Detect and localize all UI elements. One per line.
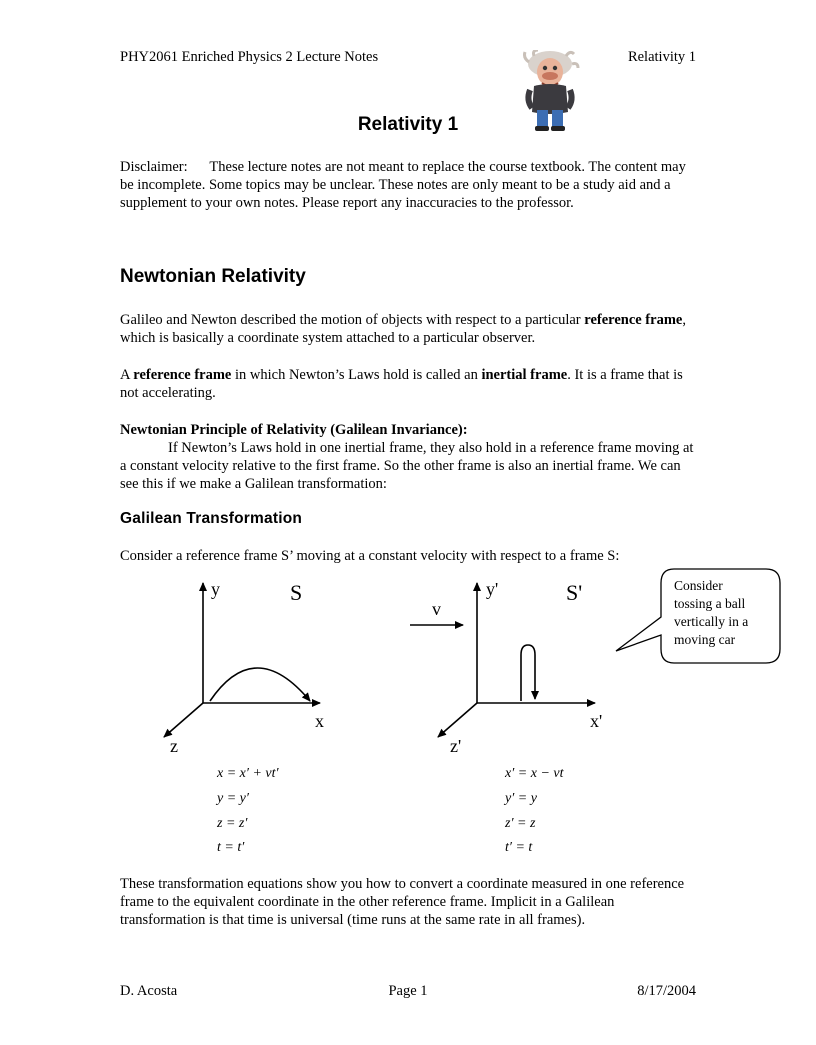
frame-s-z-label: z	[170, 736, 178, 756]
p2-text-c: . It is a frame that is not accelerating.	[120, 367, 683, 401]
callout-line-4: moving car	[674, 632, 736, 647]
p1-text-a: Galileo and Newton described the motion of objects with respect to a particular	[120, 312, 585, 328]
principle-text: If Newton’s Laws hold in one inertial frame, they also hold in a reference frame moving at a constant velocity relative to the first frame. So the other frame is also an inertial frame. We can see this if we make a Galilean transformation:	[120, 440, 694, 492]
equation-right-z: z′ = z	[505, 816, 536, 831]
callout-line-2: tossing a ball	[674, 596, 746, 611]
disclaimer-text: These lecture notes are not meant to replace the course textbook. The content may be incomplete. Some topics may be unclear. These notes are only meant to be a study aid and a supplement to your own notes. Please report any inaccuracies to the professor.	[120, 159, 686, 211]
equation-right-x: x′ = x − vt	[505, 766, 564, 781]
p2-bold-reference-frame: reference frame	[133, 367, 232, 383]
frame-s-prime-y-label: y'	[486, 579, 499, 599]
section-heading-galilean-transformation: Galilean Transformation	[120, 510, 303, 527]
equation-right-y: y′ = y	[505, 791, 537, 806]
equation-right-t: t′ = t	[505, 840, 533, 855]
projectile-trajectory	[210, 668, 310, 701]
header-course-title: PHY2061 Enriched Physics 2 Lecture Notes	[120, 49, 379, 65]
frame-s-prime-label: S'	[566, 580, 583, 605]
galilean-intro: Consider a reference frame S’ moving at a constant velocity with respect to a frame S:	[120, 548, 620, 564]
section-heading-newtonian-relativity: Newtonian Relativity	[120, 266, 306, 287]
footer-page-number: Page 1	[388, 983, 428, 999]
equation-left-t: t = t′	[217, 840, 245, 855]
equation-left-x: x = x′ + vt′	[217, 766, 279, 781]
frame-s-prime-z-label: z'	[450, 736, 462, 756]
disclaimer-label: Disclaimer:	[120, 159, 188, 175]
paragraph-inertial-frame	[120, 366, 700, 402]
galilean-frames-diagram	[140, 565, 790, 760]
frame-s-x-label: x	[315, 711, 324, 731]
frame-s-y-label: y	[211, 579, 220, 599]
page-title: Relativity 1	[357, 114, 459, 135]
header-topic: Relativity 1	[627, 49, 696, 65]
p2-text-b: in which Newton’s Laws hold is called an	[231, 367, 482, 383]
p1-bold-reference-frame: reference frame	[584, 312, 683, 328]
vertical-toss-path	[521, 645, 535, 701]
p1-text-b: , which is basically a coordinate system attached to a particular observer.	[120, 312, 686, 346]
p2-bold-inertial-frame: inertial frame	[481, 367, 568, 383]
callout-line-3: vertically in a	[674, 614, 749, 629]
disclaimer-paragraph	[120, 158, 700, 212]
p2-text-a: A	[120, 367, 134, 383]
frame-s-label: S	[290, 580, 303, 605]
principle-title: Newtonian Principle of Relativity (Galilean Invariance):	[120, 422, 468, 438]
callout-line-1: Consider	[674, 578, 723, 593]
frame-s-prime-x-label: x'	[590, 711, 603, 731]
closing-paragraph: These transformation equations show you how to convert a coordinate measured in one reference frame to the equivalent coordinate in the other reference frame. Implicit in a Galilean transformation is that time is universal (time runs at the same rate in all frames).	[120, 876, 685, 928]
frame-s-axes	[164, 583, 320, 737]
footer-date: 8/17/2004	[637, 983, 696, 999]
velocity-label: v	[432, 599, 441, 619]
equation-left-y: y = y′	[217, 791, 249, 806]
equation-left-z: z = z′	[217, 816, 248, 831]
frame-s-prime-axes	[438, 583, 595, 737]
footer-author: D. Acosta	[120, 983, 178, 999]
paragraph-reference-frame	[120, 311, 700, 347]
